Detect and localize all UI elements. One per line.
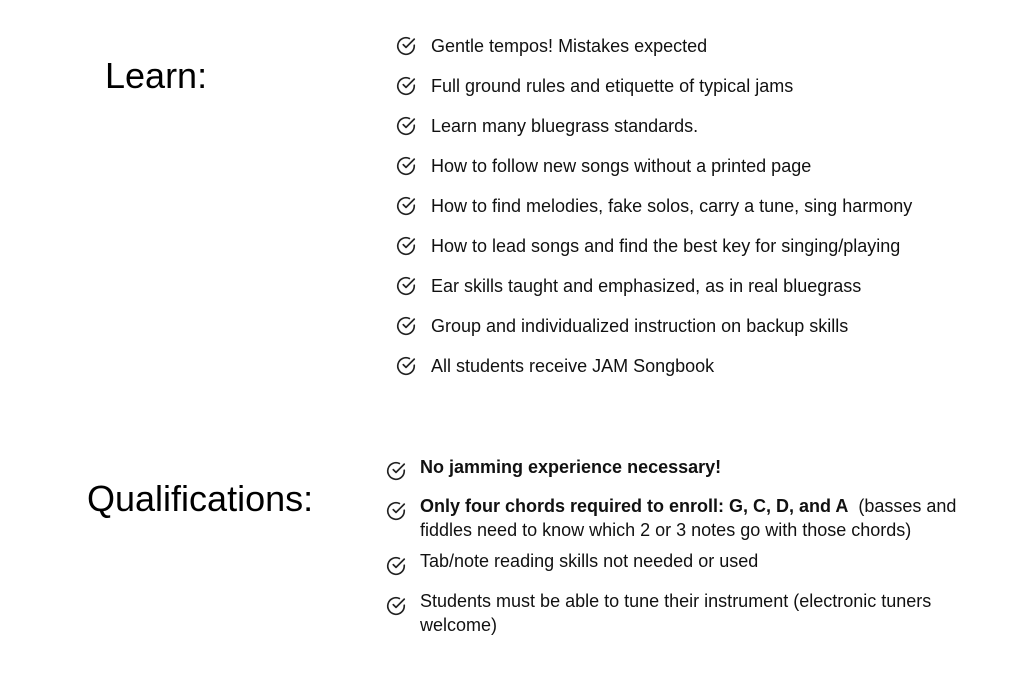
qualification-item: No jamming experience necessary!	[420, 457, 722, 477]
qualifications-heading: Qualifications:	[87, 478, 314, 519]
learn-item: Learn many bluegrass standards.	[431, 116, 699, 136]
check-circle-icon	[395, 355, 417, 377]
qualification-item: Only four chords required to enroll: G, C, D, and A (basses and fiddles need to know which 2 or 3 notes go with those chords)	[420, 496, 962, 540]
learn-item: Group and individualized instruction on backup skills	[431, 316, 849, 336]
check-circle-icon	[385, 595, 407, 617]
learn-item: Gentle tempos! Mistakes expected	[431, 36, 708, 56]
check-circle-icon	[395, 155, 417, 177]
qualification-item: Students must be able to tune their instrument (electronic tuners welcome)	[420, 591, 932, 635]
learn-heading: Learn:	[105, 55, 208, 96]
learn-item: How to find melodies, fake solos, carry a tune, sing harmony	[431, 196, 913, 216]
check-circle-icon	[395, 235, 417, 257]
check-circle-icon	[395, 275, 417, 297]
qualification-item: Tab/note reading skills not needed or used	[420, 551, 759, 571]
check-circle-icon	[395, 195, 417, 217]
learn-item: How to follow new songs without a printed page	[431, 156, 812, 176]
check-circle-icon	[385, 500, 407, 522]
check-circle-icon	[395, 35, 417, 57]
check-circle-icon	[395, 315, 417, 337]
learn-item: Full ground rules and etiquette of typical jams	[431, 76, 794, 96]
check-circle-icon	[395, 115, 417, 137]
check-circle-icon	[385, 460, 407, 482]
check-circle-icon	[395, 75, 417, 97]
learn-item: All students receive JAM Songbook	[431, 356, 715, 376]
learn-item: How to lead songs and find the best key for singing/playing	[431, 236, 901, 256]
check-circle-icon	[385, 555, 407, 577]
learn-item: Ear skills taught and emphasized, as in real bluegrass	[431, 276, 862, 296]
